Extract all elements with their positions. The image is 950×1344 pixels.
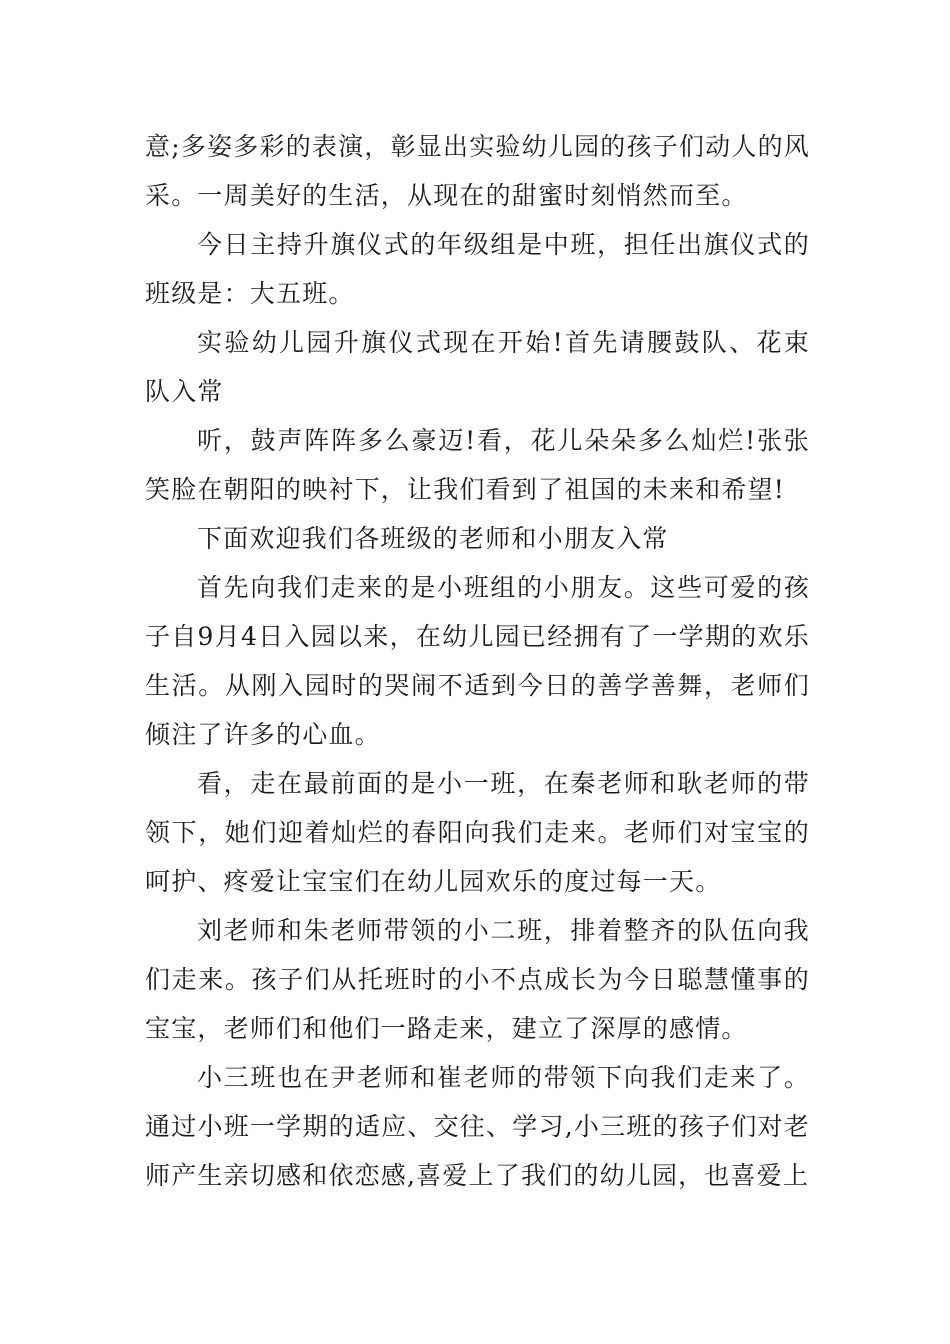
paragraph-1: 意;多姿多彩的表演，彰显出实验幼儿园的孩子们动人的风采。一周美好的生活，从现在的甜蜜时刻悄然而至。 [145, 132, 810, 210]
paragraph-5: 下面欢迎我们各班级的老师和小朋友入常 [197, 524, 669, 553]
paragraph-4: 听，鼓声阵阵多么豪迈!看，花儿朵朵多么灿烂!张张笑脸在朝阳的映衬下，让我们看到了祖国的未来和希望! [145, 426, 810, 504]
paragraph-6: 首先向我们走来的是小班组的小朋友。这些可爱的孩子自9月4日入园以来，在幼儿园已经拥有了一学期的欢乐生活。从刚入园时的哭闹不适到今日的善学善舞，老师们倾注了许多的心血。 [145, 573, 810, 749]
paragraph-9: 小三班也在尹老师和崔老师的带领下向我们走来了。通过小班一学期的适应、交往、学习,小三班的孩子们对老师产生亲切感和依恋感,喜爱上了我们的幼儿园，也喜爱上 [145, 1063, 810, 1190]
paragraph-2: 今日主持升旗仪式的年级组是中班，担任出旗仪式的班级是：大五班。 [145, 230, 810, 308]
paragraph-3: 实验幼儿园升旗仪式现在开始!首先请腰鼓队、花束队入常 [145, 328, 810, 406]
document-page [145, 122, 810, 1200]
paragraph-7: 看，走在最前面的是小一班，在秦老师和耿老师的带领下，她们迎着灿烂的春阳向我们走来。老师们对宝宝的呵护、疼爱让宝宝们在幼儿园欢乐的度过每一天。 [145, 769, 810, 896]
paragraph-8: 刘老师和朱老师带领的小二班，排着整齐的队伍向我们走来。孩子们从托班时的小不点成长为今日聪慧懂事的宝宝，老师们和他们一路走来，建立了深厚的感情。 [145, 916, 810, 1043]
